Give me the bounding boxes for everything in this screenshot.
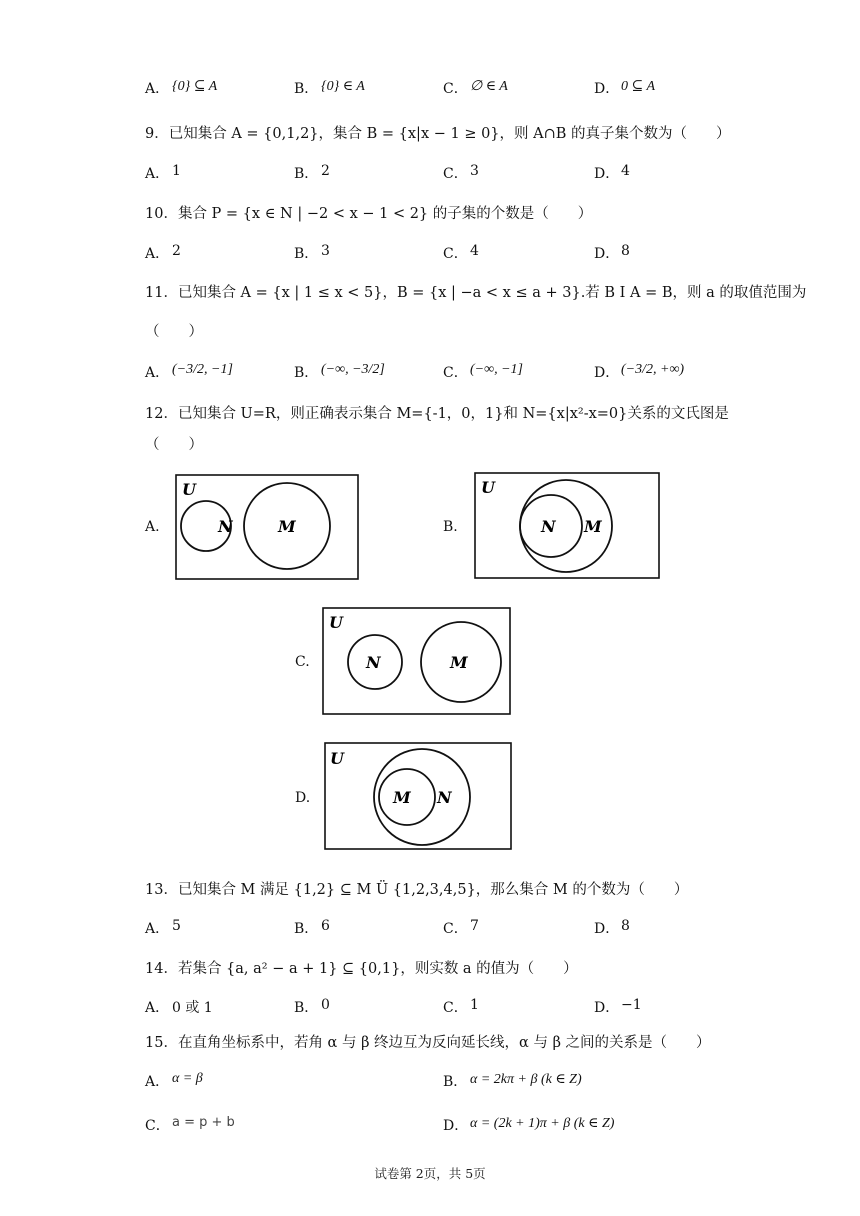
venn-diagram-a <box>175 474 359 580</box>
q9-stem: 9．已知集合 A = {0,1,2}，集合 B = {x|x − 1 ≥ 0}，则 A∩B 的真子集个数为（ ） <box>145 126 731 142</box>
q13-option-c-text: 7 <box>470 918 479 934</box>
venn-b-option-label: B. <box>443 519 458 535</box>
q15-option-c-text: a = p + b <box>172 1115 235 1130</box>
q11-option-a-label: A． <box>145 365 170 381</box>
q13-option-c-label: C． <box>443 921 468 937</box>
q8-option-c-text: ∅ ∈ A <box>470 79 508 94</box>
q11-option-d-text: (−3/2, +∞) <box>621 362 685 377</box>
q11-paren: （ ） <box>145 324 203 340</box>
q8-option-a-label: A． <box>145 81 170 97</box>
venn-a-outer-label: M <box>278 517 296 536</box>
q15-stem: 15．在直角坐标系中，若角 α 与 β 终边互为反向延长线，α 与 β 之间的关系是（ ） <box>145 1035 711 1051</box>
q14-option-b-label: B． <box>294 1000 319 1016</box>
q10-option-c-label: C． <box>443 246 468 262</box>
q10-option-a-label: A． <box>145 246 170 262</box>
venn-d-outer-label: N <box>437 788 452 807</box>
q11-option-b-label: B． <box>294 365 319 381</box>
venn-b-inner-label: N <box>541 517 556 536</box>
q14-option-c-label: C． <box>443 1000 468 1016</box>
venn-c-outer-label: M <box>450 653 468 672</box>
venn-d-universe-box <box>325 743 511 849</box>
q13-option-b-text: 6 <box>321 918 330 934</box>
venn-c-universe-label: U <box>329 613 343 632</box>
q15-option-c-label: C． <box>145 1118 170 1134</box>
q8-option-d-label: D． <box>594 81 620 97</box>
q13-option-d-label: D． <box>594 921 620 937</box>
q9-option-b-label: B． <box>294 166 319 182</box>
q9-option-d-label: D． <box>594 166 620 182</box>
venn-a-inner-label: N <box>218 517 233 536</box>
q14-option-a-label: A． <box>145 1000 170 1016</box>
venn-diagram-d <box>324 742 512 850</box>
q13-option-b-label: B． <box>294 921 319 937</box>
q14-option-c-text: 1 <box>470 997 479 1013</box>
q8-option-d-text: 0 ⊆ A <box>621 79 656 94</box>
q15-option-d-text: α = (2k + 1)π + β (k ∈ Z) <box>470 1116 615 1131</box>
q10-option-d-text: 8 <box>621 243 630 259</box>
venn-d-universe-label: U <box>330 749 344 768</box>
q13-option-a-text: 5 <box>172 918 181 934</box>
venn-d-option-label: D. <box>295 790 311 806</box>
q8-option-c-label: C． <box>443 81 468 97</box>
q13-option-d-text: 8 <box>621 918 630 934</box>
q14-option-d-label: D． <box>594 1000 620 1016</box>
q15-option-a-label: A． <box>145 1074 170 1090</box>
q13-stem: 13．已知集合 M 满足 {1,2} ⊆ M Ü {1,2,3,4,5}，那么集合 M 的个数为（ ） <box>145 882 689 898</box>
q9-option-a-label: A． <box>145 166 170 182</box>
venn-a-universe-label: U <box>182 480 196 499</box>
venn-a-option-label: A. <box>145 519 160 535</box>
q14-option-d-text: −1 <box>621 997 642 1013</box>
q14-option-a-text: 0 或 1 <box>172 1000 213 1016</box>
q11-stem: 11．已知集合 A = {x | 1 ≤ x < 5}，B = {x | −a < x ≤ a + 3}.若 B I A = B，则 a 的取值范围为 <box>145 285 807 301</box>
venn-c-inner-label: N <box>366 653 381 672</box>
q15-option-a-text: α = β <box>172 1071 203 1086</box>
q9-option-d-text: 4 <box>621 163 630 179</box>
q10-option-b-text: 3 <box>321 243 330 259</box>
q14-stem: 14．若集合 {a, a² − a + 1} ⊆ {0,1}，则实数 a 的值为（ ） <box>145 961 578 977</box>
venn-c-option-label: C. <box>295 654 310 670</box>
q11-option-c-label: C． <box>443 365 468 381</box>
venn-b-outer-label: M <box>584 517 602 536</box>
q9-option-c-text: 3 <box>470 163 479 179</box>
venn-b-universe-label: U <box>481 478 495 497</box>
q9-option-b-text: 2 <box>321 163 330 179</box>
q10-option-a-text: 2 <box>172 243 181 259</box>
q8-option-a-text: {0} ⊆ A <box>172 79 218 94</box>
page-footer: 试卷第 2页，共 5页 <box>374 1166 486 1181</box>
q8-option-b-text: {0} ∈ A <box>321 79 365 94</box>
q8-option-b-label: B． <box>294 81 319 97</box>
q12-paren: （ ） <box>145 437 203 453</box>
q10-option-c-text: 4 <box>470 243 479 259</box>
venn-diagram-b <box>474 472 660 579</box>
venn-d-outer-circle <box>374 749 470 845</box>
venn-diagram-c <box>322 607 511 715</box>
q11-option-d-label: D． <box>594 365 620 381</box>
q11-option-a-text: (−3/2, −1] <box>172 362 233 377</box>
venn-b-universe-box <box>475 473 659 578</box>
q10-option-b-label: B． <box>294 246 319 262</box>
q9-option-a-text: 1 <box>172 163 181 179</box>
q9-option-c-label: C． <box>443 166 468 182</box>
q15-option-b-text: α = 2kπ + β (k ∈ Z) <box>470 1072 582 1087</box>
q15-option-b-label: B． <box>443 1074 468 1090</box>
q10-stem: 10．集合 P = {x ∈ N | −2 < x − 1 < 2} 的子集的个数是（ ） <box>145 206 593 222</box>
q11-option-b-text: (−∞, −3/2] <box>321 362 385 377</box>
q13-option-a-label: A． <box>145 921 170 937</box>
q14-option-b-text: 0 <box>321 997 330 1013</box>
q12-stem: 12．已知集合 U=R，则正确表示集合 M={-1，0，1}和 N={x|x²-x=0}关系的文氏图是 <box>145 406 729 422</box>
q15-option-d-label: D． <box>443 1118 469 1134</box>
q10-option-d-label: D． <box>594 246 620 262</box>
q11-option-c-text: (−∞, −1] <box>470 362 523 377</box>
venn-d-inner-label: M <box>393 788 411 807</box>
venn-c-universe-box <box>323 608 510 714</box>
